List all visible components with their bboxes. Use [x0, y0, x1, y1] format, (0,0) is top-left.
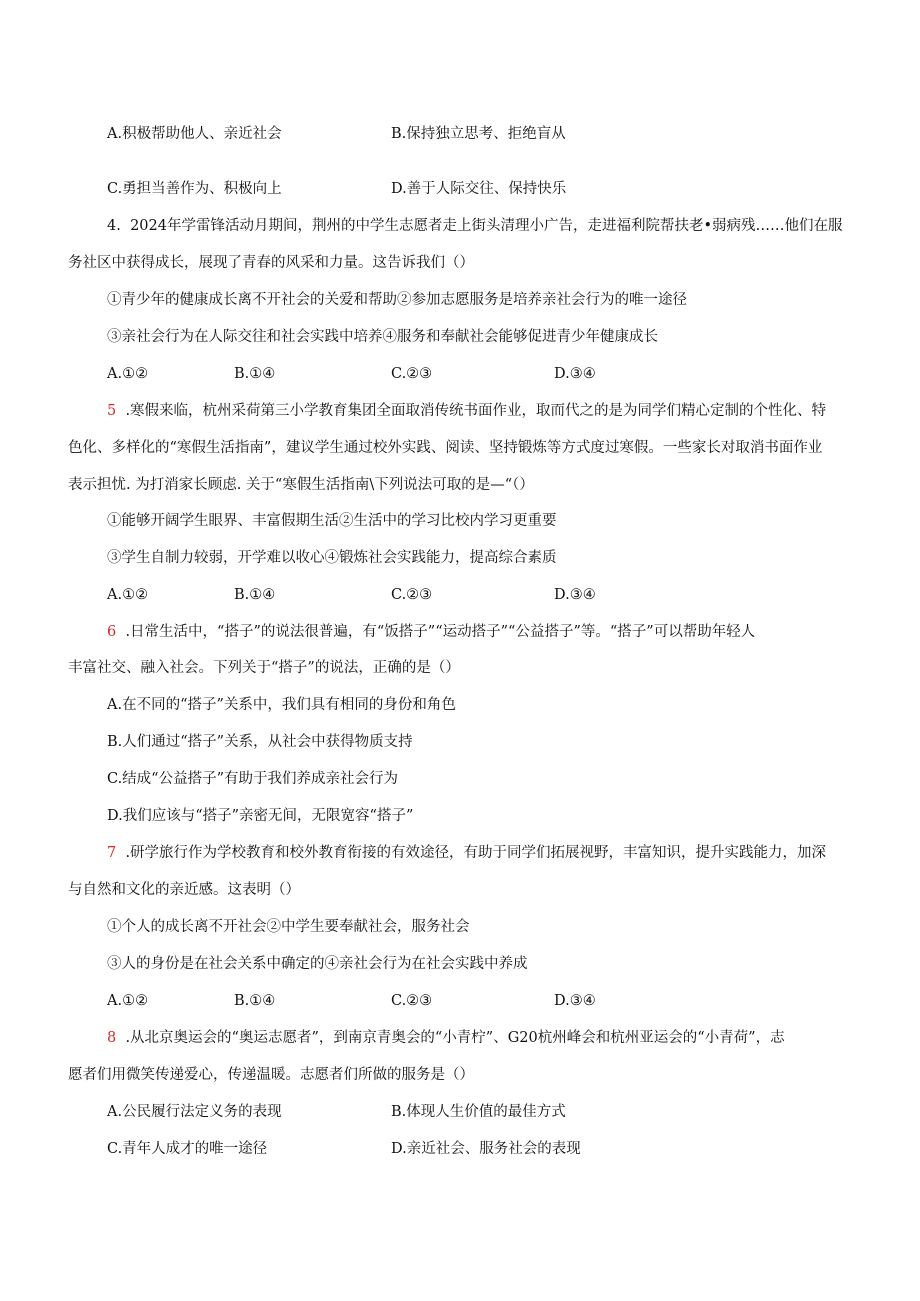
q7-option-d: D.③④	[554, 993, 596, 1009]
q4-statement-line1: ①青少年的健康成长离不开社会的关爱和帮助②参加志愿服务是培养亲社会行为的唯一途径	[107, 292, 687, 308]
q7-statement-line1: ①个人的成长离不开社会②中学生要奉献社会，服务社会	[107, 919, 470, 935]
q8-stem-line2: 愿者们用微笑传递爱心，传递温暖。志愿者们所做的服务是（）	[68, 1067, 474, 1083]
q5-stem-line3: 表示担忧. 为打消家长顾虑. 关于“寒假生活指南\下列说法可取的是—“（）	[68, 477, 534, 493]
q4-stem-text: 2024年学雷锋活动月期间，荆州的中学生志愿者走上街头清理小广告，走进福利院帮扶老•弱病残……他们在服	[130, 218, 843, 234]
q4-option-d: D.③④	[554, 366, 596, 382]
q3-option-a: A.积极帮助他人、亲近社会	[107, 126, 282, 142]
q4-options-row	[107, 364, 827, 384]
q6-option-a: A.在不同的“搭子”关系中，我们具有相同的身份和角色	[107, 697, 456, 713]
q5-stem-line2: 色化、多样化的“寒假生活指南”，建议学生通过校外实践、阅读、坚持锻炼等方式度过寒假。一些家长对取消书面作业	[68, 440, 823, 456]
q3-option-b: B.保持独立思考、拒绝盲从	[391, 126, 566, 142]
q5-options-row	[107, 585, 827, 605]
q5-stem-line1	[107, 401, 826, 421]
q6-stem-line1	[107, 622, 755, 642]
q4-option-c: C.②③	[391, 366, 433, 382]
q3-option-d: D.善于人际交往、保持快乐	[391, 181, 567, 197]
q8-option-c: C.青年人成才的唯一途径	[107, 1141, 268, 1157]
q6-number: 6	[107, 624, 117, 640]
q5-statement-line1: ①能够开阔学生眼界、丰富假期生活②生活中的学习比校内学习更重要	[107, 513, 557, 529]
q5-option-c: C.②③	[391, 587, 433, 603]
q7-statement-line2: ③人的身份是在社会关系中确定的④亲社会行为在社会实践中养成	[107, 956, 528, 972]
q5-option-a: A.①②	[107, 587, 149, 603]
q7-option-c: C.②③	[391, 993, 433, 1009]
q7-stem-line1	[107, 843, 826, 863]
q4-number: 4.	[107, 218, 121, 234]
q5-option-b: B.①④	[234, 587, 276, 603]
q6-option-b: B.人们通过“搭子”关系，从社会中获得物质支持	[107, 734, 413, 750]
q8-number: 8	[107, 1030, 117, 1046]
q7-option-a: A.①②	[107, 993, 149, 1009]
q8-stem-line1	[107, 1028, 785, 1048]
q6-option-c: C.结成“公益搭子”有助于我们养成亲社会行为	[107, 771, 399, 787]
q6-option-d: D.我们应该与“搭子”亲密无间，无限宽容“搭子”	[107, 808, 414, 824]
q4-option-b: B.①④	[234, 366, 276, 382]
q8-stem-text: .从北京奥运会的“奥运志愿者”，到南京青奥会的“小青柠”、G20杭州峰会和杭州亚运会的“小青荷”，志	[125, 1030, 785, 1046]
q5-stem-text: .寒假来临，杭州采荷第三小学教育集团全面取消传统书面作业，取而代之的是为同学们精心定制的个性化、特	[125, 403, 827, 419]
q8-option-a: A.公民履行法定义务的表现	[107, 1104, 282, 1120]
q8-option-b: B.体现人生价值的最佳方式	[391, 1104, 566, 1120]
q5-statement-line2: ③学生自制力较弱，开学难以收心④锻炼社会实践能力，提高综合素质	[107, 550, 557, 566]
q4-statement-line2: ③亲社会行为在人际交往和社会实践中培养④服务和奉献社会能够促进青少年健康成长	[107, 329, 658, 345]
q7-stem-text: .研学旅行作为学校教育和校外教育衔接的有效途径，有助于同学们拓展视野，丰富知识，提升实践能力，加深	[125, 845, 827, 861]
q7-number: 7	[107, 845, 117, 861]
q7-option-b: B.①④	[234, 993, 276, 1009]
q3-option-c: C.勇担当善作为、积极向上	[107, 181, 282, 197]
q4-option-a: A.①②	[107, 366, 149, 382]
q7-options-row	[107, 991, 827, 1011]
q4-stem-line2: 务社区中获得成长，展现了青春的风采和力量。这告诉我们（）	[68, 255, 474, 271]
q5-number: 5	[107, 403, 117, 419]
q6-stem-line2: 丰富社交、融入社会。下列关于“搭子”的说法，正确的是（）	[68, 660, 460, 676]
q7-stem-line2: 与自然和文化的亲近感。这表明（）	[68, 882, 300, 898]
q5-option-d: D.③④	[554, 587, 596, 603]
q4-stem-line1	[107, 216, 843, 236]
q6-stem-text: .日常生活中，“搭子”的说法很普遍，有“饭搭子”“运动搭子”“公益搭子”等。“搭子”可以帮助年轻人	[125, 624, 756, 640]
q8-option-d: D.亲近社会、服务社会的表现	[391, 1141, 581, 1157]
